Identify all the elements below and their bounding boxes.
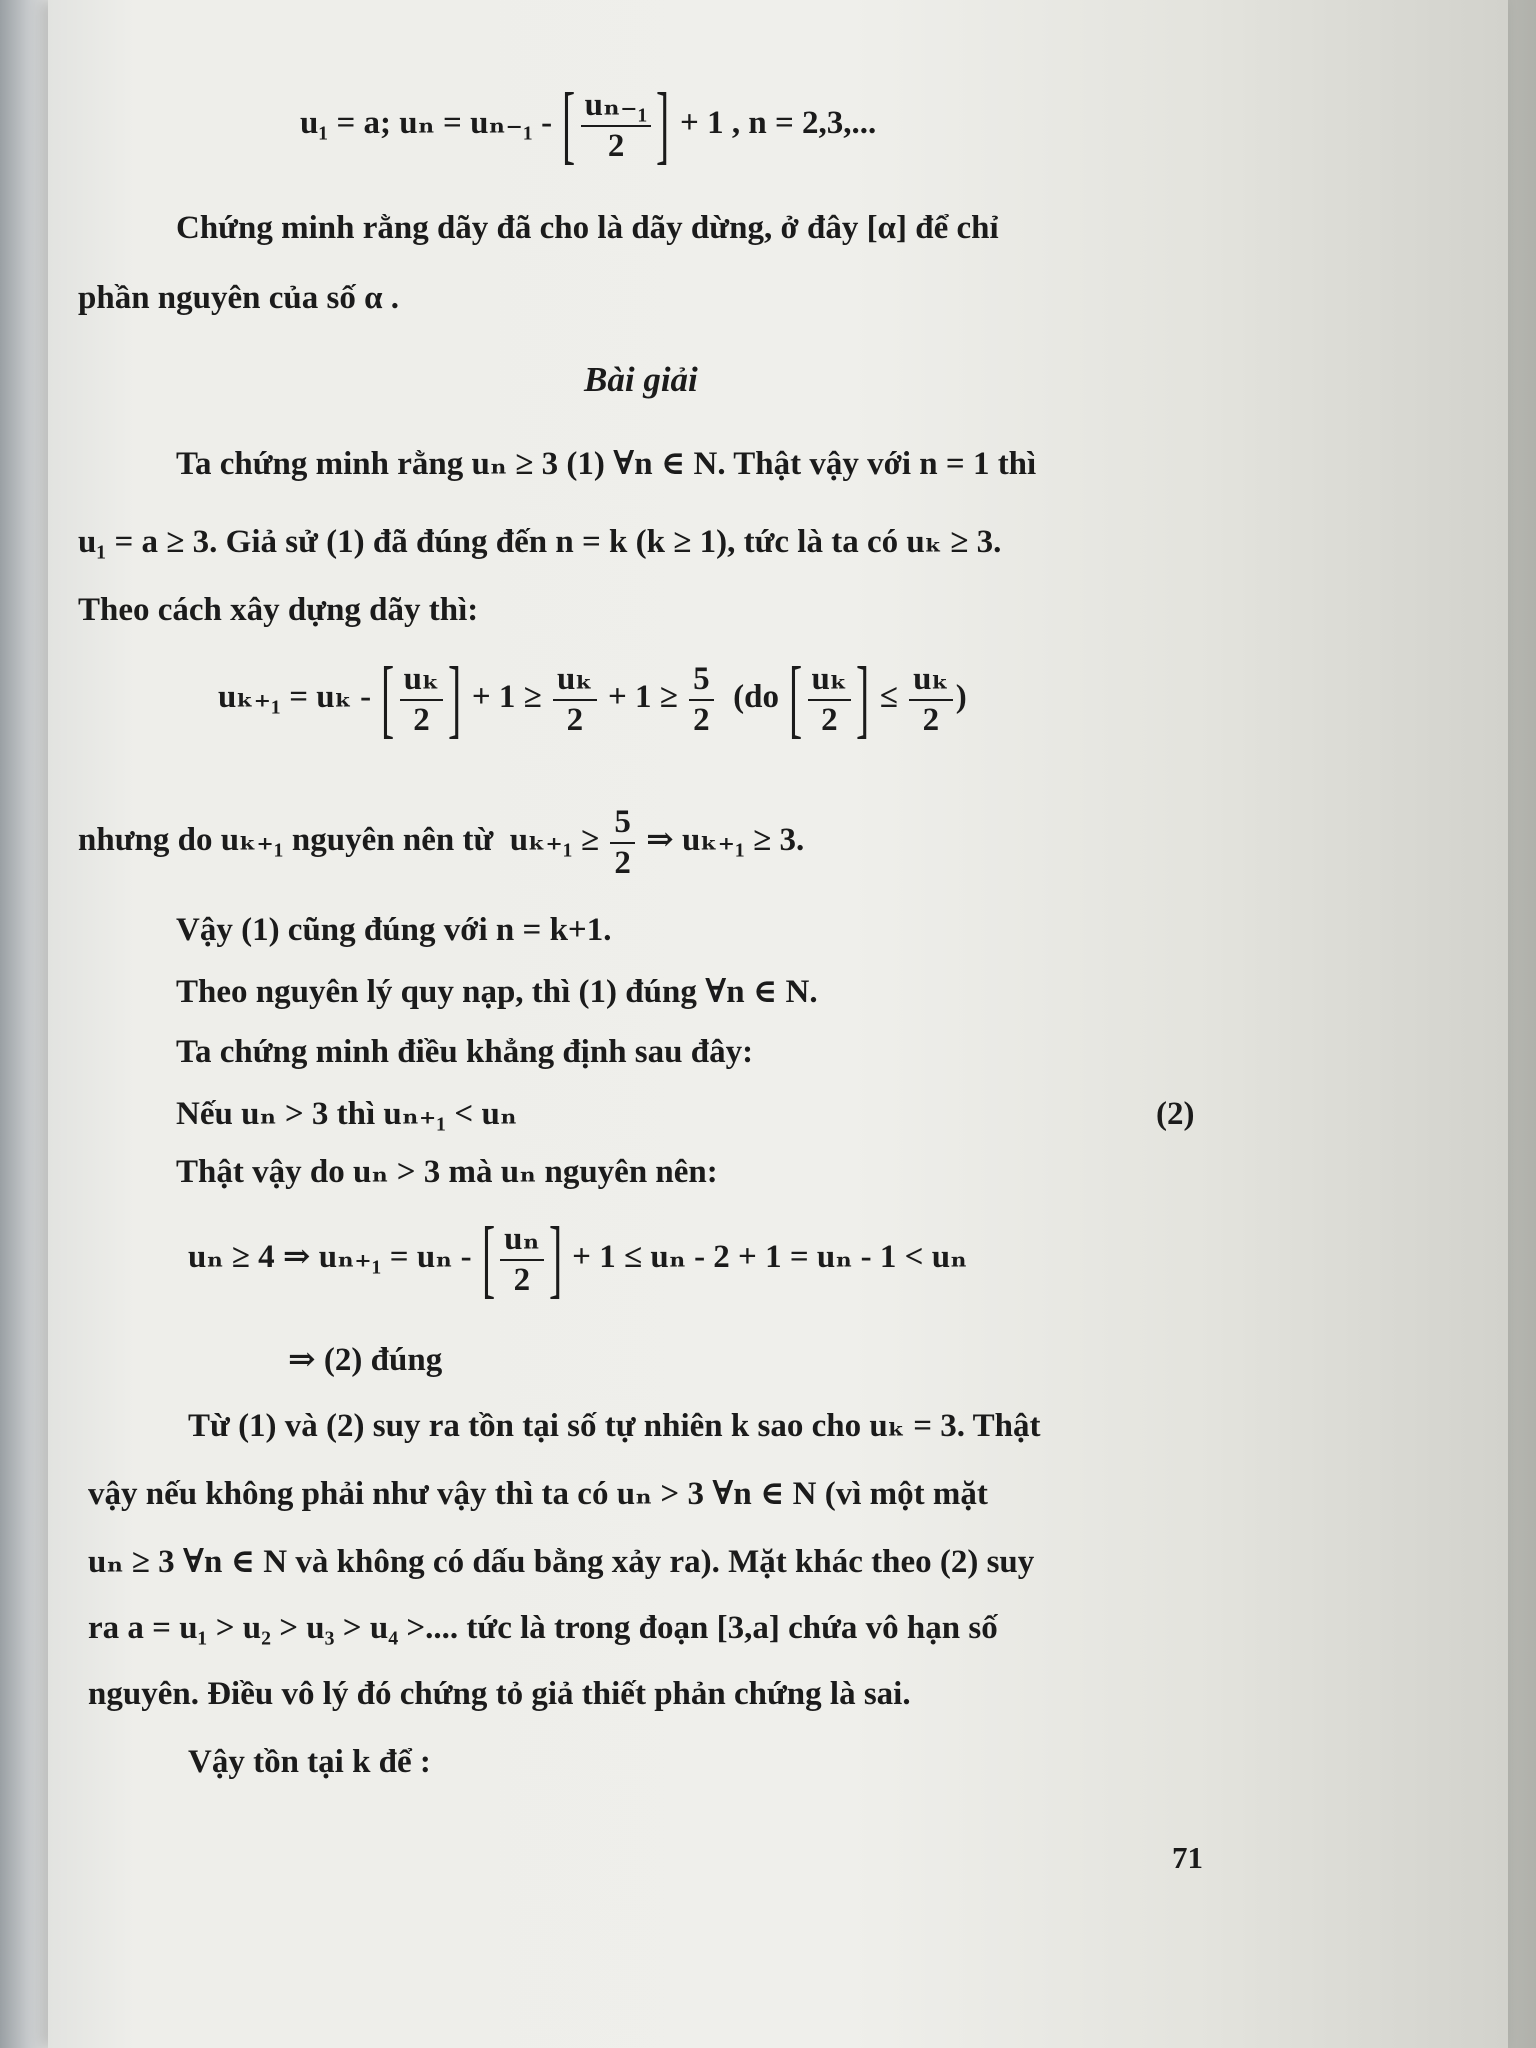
formula-inequality-chain: uₖ₊₁ = uₖ - [ $\frac{\text{uₖ}}{2}$ ] + 1 ≥ $\frac{\text{uₖ}}{2}$ + 1 ≥ $\frac{5}{2}$ (do [ $\frac{\text{uₖ}}{2}$ ] ≤ $\frac{\text{uₖ}}{2}$ )	[218, 650, 967, 748]
formula-recurrence: u₁ = a; uₙ = uₙ₋₁ - [ $\frac{\text{uₙ₋₁}}{2}$ ] + 1 , n = 2,3,...	[300, 76, 877, 174]
solution-para1-line3: Theo cách xây dựng dãy thì:	[78, 592, 479, 628]
equation-label-2: (2)	[1156, 1096, 1195, 1132]
solution-para2-line5: nguyên. Điều vô lý đó chứng tỏ giả thiết phản chứng là sai.	[88, 1676, 911, 1712]
line-claim-intro: Ta chứng minh điều khẳng định sau đây:	[176, 1034, 754, 1070]
page-number: 71	[1172, 1840, 1203, 1875]
book-page	[48, 0, 1508, 2048]
solution-para2-line1: Từ (1) và (2) suy ra tồn tại số tự nhiên k sao cho uₖ = 3. Thật	[188, 1408, 1041, 1444]
line-proof-intro: Thật vậy do uₙ > 3 mà uₙ nguyên nên:	[176, 1154, 718, 1190]
line-final-existence: Vậy tồn tại k để :	[188, 1744, 431, 1780]
solution-title: Bài giải	[584, 360, 698, 399]
solution-para1-line2: u₁ = a ≥ 3. Giả sử (1) đã đúng đến n = k (k ≥ 1), tức là ta có uₖ ≥ 3.	[78, 524, 1002, 560]
line-claim-statement: Nếu uₙ > 3 thì uₙ₊₁ < uₙ	[176, 1096, 517, 1132]
problem-line-1: Chứng minh rằng dãy đã cho là dãy dừng, ở đây [α] để chỉ	[176, 210, 999, 246]
solution-para2-line4: ra a = u₁ > u₂ > u₃ > u₄ >.... tức là trong đoạn [3,a] chứa vô hạn số	[88, 1610, 998, 1646]
line-claim-proved: ⇒ (2) đúng	[288, 1342, 443, 1378]
solution-para1-line1: Ta chứng minh rằng uₙ ≥ 3 (1) ∀n ∈ N. Thật vậy với n = 1 thì	[176, 446, 1037, 482]
line-integer-argument: nhưng do uₖ₊₁ nguyên nên từ uₖ₊₁ ≥ $\frac{5}{2}$ ⇒ uₖ₊₁ ≥ 3.	[78, 804, 805, 881]
line-induction-principle: Theo nguyên lý quy nạp, thì (1) đúng ∀n ∈ N.	[176, 974, 818, 1010]
solution-para2-line2: vậy nếu không phải như vậy thì ta có uₙ > 3 ∀n ∈ N (vì một mặt	[88, 1476, 988, 1512]
solution-para2-line3: uₙ ≥ 3 ∀n ∈ N và không có dấu bằng xảy ra). Mặt khác theo (2) suy	[88, 1544, 1035, 1580]
problem-line-2: phần nguyên của số α .	[78, 280, 400, 316]
formula-decreasing: uₙ ≥ 4 ⇒ uₙ₊₁ = uₙ - [ $\frac{\text{uₙ}}{2}$ ] + 1 ≤ uₙ - 2 + 1 = uₙ - 1 < uₙ	[188, 1210, 968, 1308]
line-conclusion-induction-step: Vậy (1) cũng đúng với n = k+1.	[176, 912, 612, 948]
